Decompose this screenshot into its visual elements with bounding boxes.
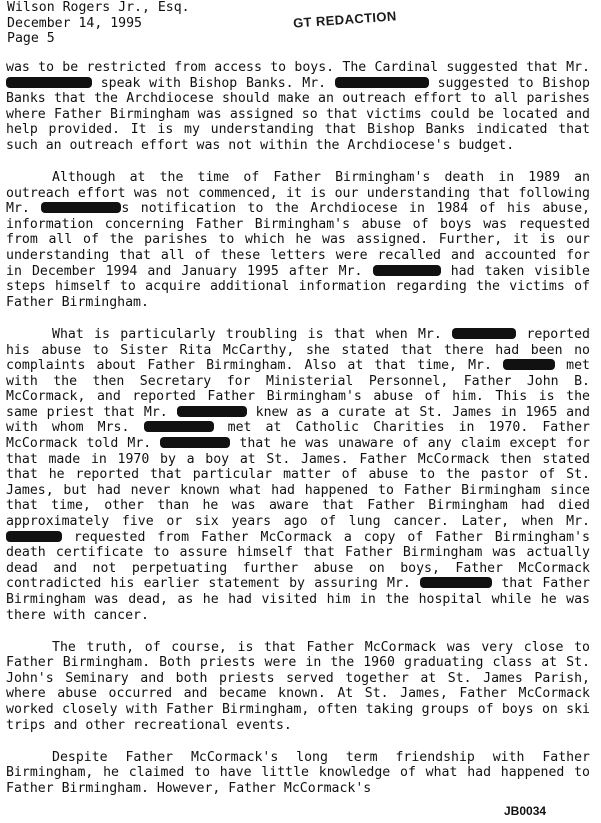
redaction-bar [6, 77, 92, 88]
redaction-bar [420, 577, 492, 588]
redaction-bar [452, 328, 516, 339]
letter-date: December 14, 1995 [7, 15, 142, 31]
recipient-name: Wilson Rogers Jr., Esq. [7, 0, 190, 15]
page-number: Page 5 [7, 31, 55, 46]
redaction-bar [160, 437, 230, 448]
redaction-bar [41, 202, 121, 213]
paragraph-3: What is particularly troubling is that when Mr. reported his abuse to Sister Rita McCarthy, she stated that there had been no complaints about Father Birmingham. Also at that time, Mr. met with the then Secretary for Ministerial Personnel, Father John B. McCormack, and reported Father Birmingham's abuse of him. This is the same priest that Mr. knew as a curate at St. James in 1965 and with whom Mrs. met at Catholic Charities in 1970. Father McCormack told Mr. that he was unaware of any claim except for that made in 1970 by a boy at St. James. Father McCormack then stated that he reported that particular matter of abuse to the pastor of St. James, but had never known what had happened to Father Birmingham since that time, other than he was aware that Father Birmingham had died approximately five or six years ago of lung cancer. Later, when Mr. requested from Father McCormack a copy of Father Birmingham's death certificate to assure himself that Father Birmingham was actually dead and not perpetuating further abuse on boys, Father McCormack contradicted his earlier statement by assuring Mr. that Father Birmingham was dead, as he had visited him in the hospital while he was there with cancer. [6, 326, 590, 623]
redaction-stamp: GT REDACTION [292, 8, 398, 31]
redaction-bar [503, 359, 555, 370]
paragraph-4: The truth, of course, is that Father McCormack was very close to Father Birmingham. Both priests were in the 1960 graduating class at St. John's Seminary and both priests served together at St. James Parish, where abuse occurred and became known. At St. James, Father McCormack worked closely with Father Birmingham, often taking groups of boys on ski trips and other recreational events. [6, 639, 590, 733]
redaction-bar [6, 531, 62, 542]
letter-body [6, 60, 590, 813]
bates-number: JB0034 [504, 804, 547, 818]
redaction-bar [373, 265, 441, 276]
paragraph-2: Although at the time of Father Birmingham's death in 1989 an outreach effort was not commenced, it is our understanding that following Mr. s notification to the Archdiocese in 1984 of his abuse, information concerning Father Birmingham's abuse of boys was requested from all of the parishes to which he was assigned. Further, it is our understanding that all of these letters were recalled and accounted for in December 1994 and January 1995 after Mr. had taken visible steps himself to acquire additional information regarding the victims of Father Birmingham. [6, 170, 590, 310]
redaction-bar [177, 406, 247, 417]
letter-header [7, 0, 190, 47]
redaction-bar [335, 77, 429, 88]
redaction-bar [144, 421, 214, 432]
paragraph-1: was to be restricted from access to boys. The Cardinal suggested that Mr. speak with Bishop Banks. Mr. suggested to Bishop Banks that the Archdiocese should make an outreach effort to all parishes where Father Birmingham was assigned so that victims could be located and help provided. It is my understanding that Bishop Banks indicated that such an outreach effort was not within the Archdiocese's budget. [6, 60, 590, 153]
paragraph-5: Despite Father McCormack's long term friendship with Father Birmingham, he claimed to have little knowledge of what had happened to Father Birmingham. However, Father McCormack's [6, 749, 590, 796]
